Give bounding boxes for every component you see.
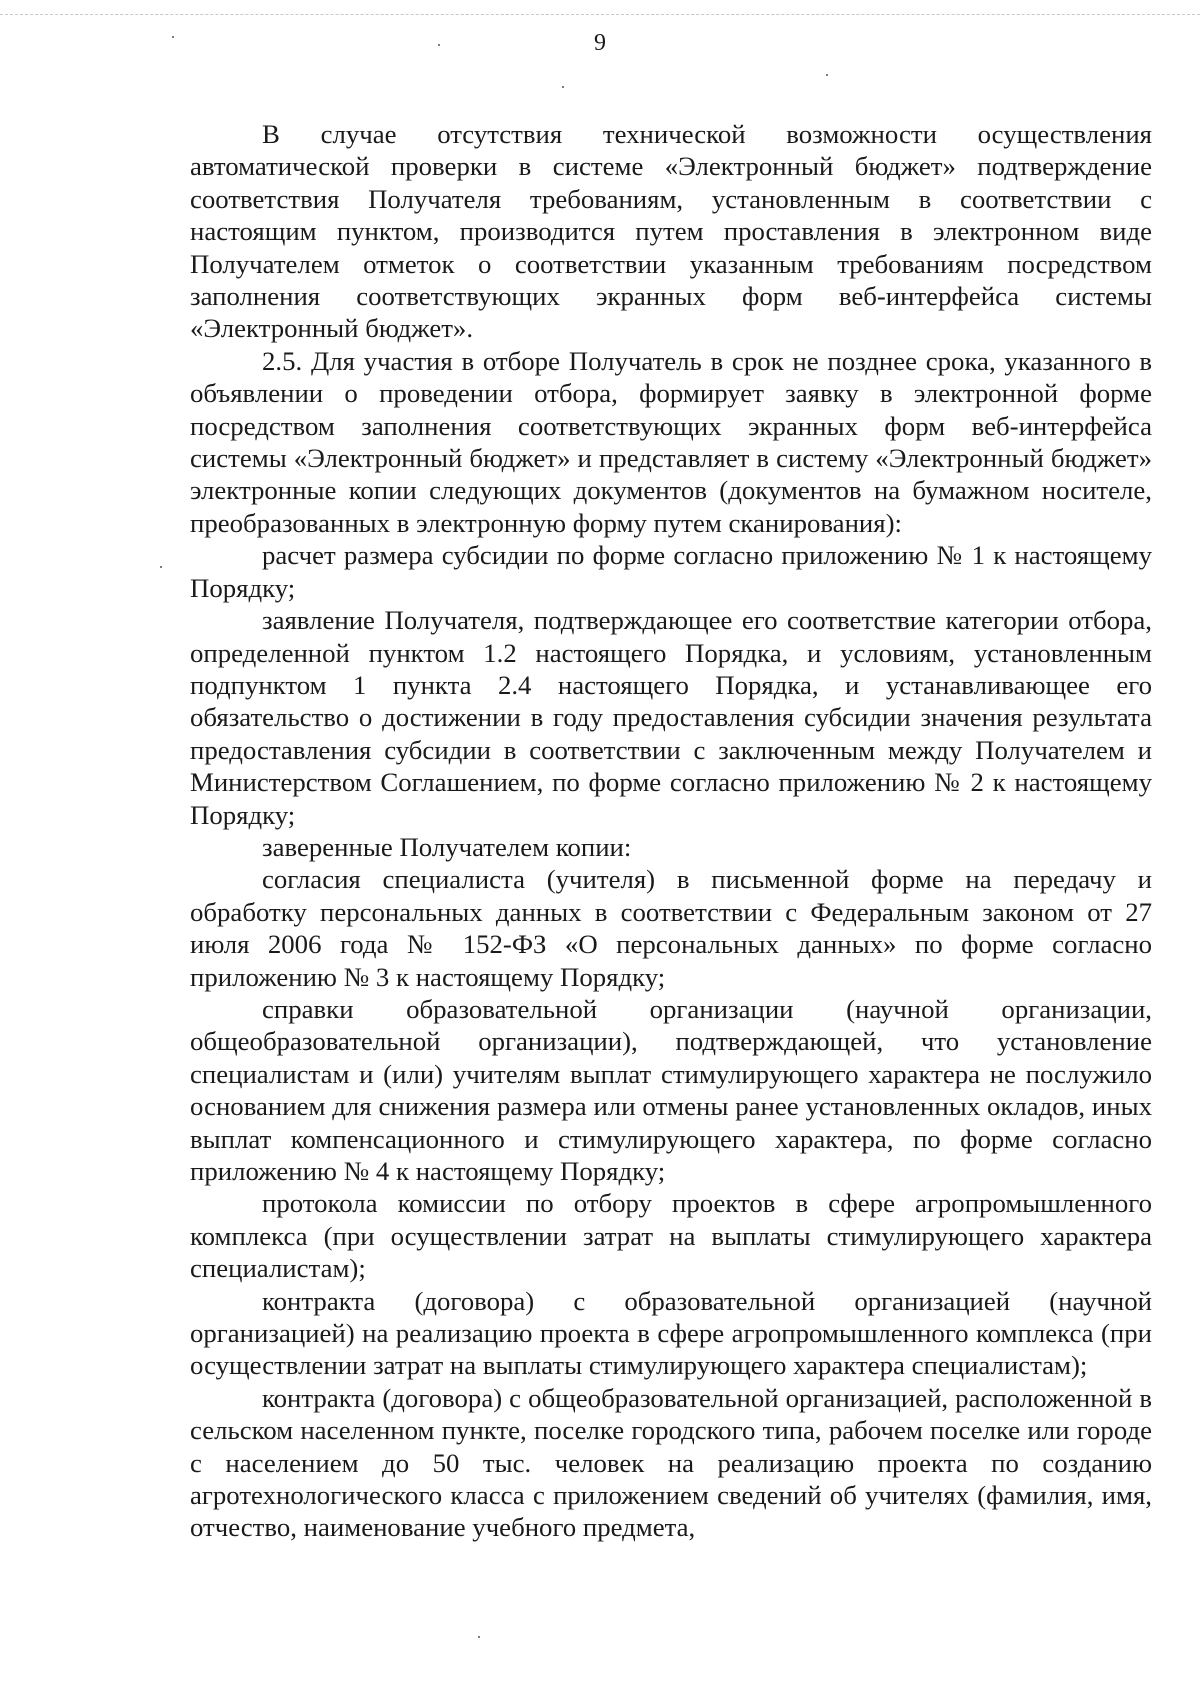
paragraph: заявление Получателя, подтверждающее его соответствие категории отбора, определенной пунктом 1.2 настоящего Порядка, и условиям, установленным подпунктом 1 пункта 2.4 настоящего Порядка, и устанавливающее его обязательство о достижении в году предоставления субсидии значения результата предоставления субсидии в соответствии с заключенным между Получателем и Министерством Соглашением, по форме согласно приложению № 2 к настоящему Порядку; [190, 605, 1152, 830]
scan-speck [438, 44, 440, 46]
paragraph: контракта (договора) с образовательной организацией (научной организацией) на реализацию проекта в сфере агропромышленного комплекса (при осуществлении затрат на выплаты стимулирующего характера специалистам); [190, 1285, 1152, 1381]
scan-speck [478, 1636, 480, 1638]
scan-speck [172, 36, 174, 38]
paragraph: расчет размера субсидии по форме согласно приложению № 1 к настоящему Порядку; [190, 540, 1152, 603]
paragraph: 2.5. Для участия в отборе Получатель в срок не позднее срока, указанного в объявлении о проведении отбора, формирует заявку в электронной форме посредством заполнения соответствующих экранных форм веб-интерфейса системы «Электронный бюджет» и представляет в систему «Электронный бюджет» электронные копии следующих документов (документов на бумажном носителе, преобразованных в электронную форму путем сканирования): [190, 345, 1152, 538]
paragraph: заверенные Получателем копии: [262, 831, 632, 862]
document-body [190, 118, 1152, 1544]
scan-top-edge [0, 14, 1200, 15]
scan-speck [160, 566, 162, 568]
scan-speck [562, 86, 564, 88]
paragraph: контракта (договора) с общеобразовательной организацией, расположенной в сельском населенном пункте, поселке городского типа, рабочем поселке или городе с населением до 50 тыс. человек на реализацию проекта по созданию агротехнологического класса с приложением сведений об учителях (фамилия, имя, отчество, наименование учебного предмета, [190, 1382, 1152, 1543]
scan-speck [826, 74, 828, 76]
paragraph: протокола комиссии по отбору проектов в сфере агропромышленного комплекса (при осуществлении затрат на выплаты стимулирующего характера специалистам); [190, 1188, 1152, 1284]
paragraph: согласия специалиста (учителя) в письменной форме на передачу и обработку персональных данных в соответствии с Федеральным законом от 27 июля 2006 года № 152-ФЗ «О персональных данных» по форме согласно приложению № 3 к настоящему Порядку; [190, 864, 1152, 992]
paragraph: справки образовательной организации (научной организации, общеобразовательной организации), подтверждающей, что установление специалистам и (или) учителям выплат стимулирующего характера не послужило основанием для снижения размера или отмены ранее установленных окладов, иных выплат компенсационного и стимулирующего характера, по форме согласно приложению № 4 к настоящему Порядку; [190, 993, 1152, 1186]
page-number: 9 [594, 30, 606, 56]
paragraph: В случае отсутствия технической возможности осуществления автоматической проверки в системе «Электронный бюджет» подтверждение соответствия Получателя требованиям, установленным в соответствии с настоящим пунктом, производится путем проставления в электронном виде Получателем отметок о соответствии указанным требованиям посредством заполнения соответствующих экранных форм веб-интерфейса системы «Электронный бюджет». [190, 119, 1152, 344]
